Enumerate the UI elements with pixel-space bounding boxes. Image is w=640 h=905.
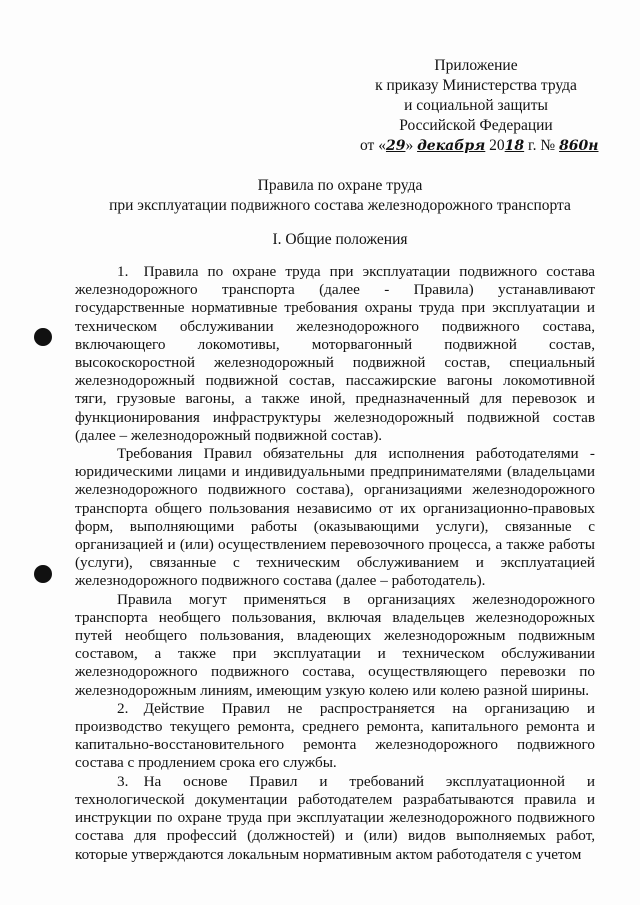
paragraph-2: Требования Правил обязательны для исполнения работодателями - юридическими лицами и индивидуальными предпринимателями (владельцами железнодорожного подвижного состава), организациями железнодорожного транспорта общего пользования независимо от их организационно-правовых форм, выполняющими работы (оказывающими услуги), связанные с организацией и (или) осуществлением перевозочного процесса, а также работы (услуги), связанные с техническим обслуживанием и эксплуатацией железнодорожного подвижного состава (далее – работодатель).	[75, 445, 595, 590]
title-line-2: при эксплуатации подвижного состава железнодорожного транспорта	[109, 197, 571, 214]
order-number-handwritten: 860н	[559, 138, 599, 154]
paragraph-5: 3. На основе Правил и требований эксплуатационной и технологической документации работодателем разрабатываются правила и инструкции по охране труда при эксплуатации железнодорожного подвижного состава для профессий (должностей) и (или) видов выполняемых работ, которые утверждаются локальным нормативным актом работодателя с учетом	[75, 772, 595, 863]
date-prefix: от «	[360, 137, 386, 154]
date-year-handwritten: 18	[504, 138, 525, 154]
date-year-prefix: 20	[485, 137, 505, 154]
annex-line-1: Приложение	[434, 57, 518, 74]
annex-line-2: к приказу Министерства труда	[375, 77, 577, 94]
date-separator: »	[405, 137, 418, 154]
annex-line-3: и социальной защиты	[404, 97, 548, 114]
annex-date-line	[360, 136, 599, 156]
document-title	[60, 176, 620, 216]
section-heading: I. Общие положения	[272, 231, 408, 248]
paragraph-3: Правила могут применяться в организациях железнодорожного транспорта необщего пользования, включая владельцев железнодорожных путей необщего пользования, владеющих железнодорожным подвижным составом, а также при эксплуатации и техническом обслуживании железнодорожного подвижного состава, осуществляющего перевозки по железнодорожным линиям, имеющим узкую колею или колею разной ширины.	[75, 590, 595, 699]
date-month-handwritten: декабря	[417, 138, 486, 154]
annex-line-4: Российской Федерации	[399, 117, 553, 134]
body-text	[75, 263, 595, 864]
date-day-handwritten: 29	[385, 138, 406, 154]
order-number-prefix: г. №	[524, 137, 560, 154]
title-line-1: Правила по охране труда	[257, 177, 423, 194]
paragraph-1: 1. Правила по охране труда при эксплуатации подвижного состава железнодорожного транспорта (далее - Правила) устанавливают государственные нормативные требования охраны труда при эксплуатации и техническом обслуживании железнодорожного подвижного состава, включающего локомотивы, моторвагонный подвижной состав, высокоскоростной железнодорожный подвижной состав, специальный железнодорожный подвижной состав, пассажирские вагоны локомотивной тяги, грузовые вагоны, а также иной, предназначенный для перевозок и функционирования инфраструктуры железнодорожный подвижной состав (далее – железнодорожный подвижной состав).	[75, 263, 595, 444]
paragraph-4: 2. Действие Правил не распространяется на организацию и производство текущего ремонта, среднего ремонта, капитального ремонта и капитально-восстановительного ремонта железнодорожного подвижного состава с продлением срока его службы.	[75, 699, 595, 772]
punch-hole-bottom	[34, 565, 52, 583]
annex-block	[360, 56, 599, 156]
punch-hole-top	[34, 328, 52, 346]
